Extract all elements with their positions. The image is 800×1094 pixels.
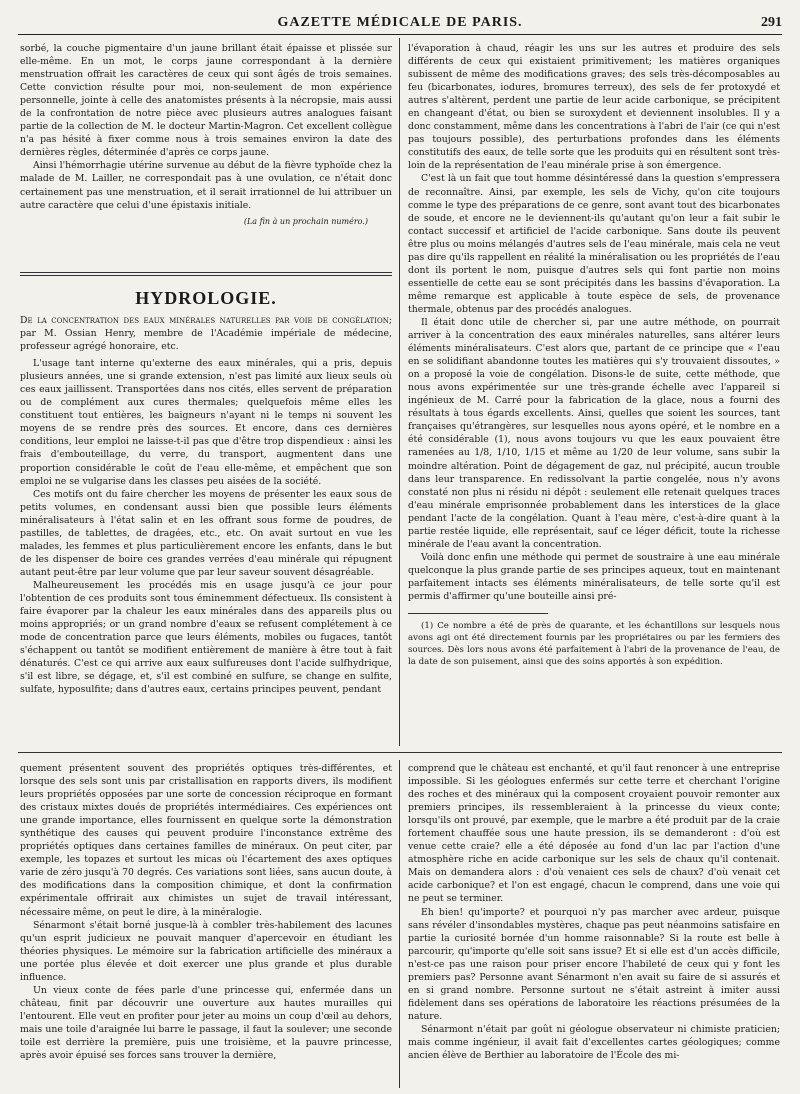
paragraph: Il était donc utile de chercher si, par une autre méthode, on pourrait arriver à la concentration des eaux minérales naturelles, sans altérer leurs éléments minéralisateurs. C'est alors que, partant de ce principe que « l'eau en se solidifiant abandonne toutes les matières qui s'y trouvaient dissoutes, » on a proposé la voie de congélation. Disons-le de suite, cette méthode, que nous avons expérimentée sur une très-grande échelle avec l'appareil si ingénieux de M. Carré pour la fabrication de la glace, nous a fourni des résultats à tous égards excellents. Ainsi, quelles que soient les sources, tant françaises qu'étrangères, sur lesquelles nous ayons opéré, et le nombre en a été considérable (1), nous avons toujours vu que les eaux pouvaient être ramenées au 1/8, 1/10, 1/15 et même au 1/20 de leur volume, sans subir la moindre altération. Point de dégagement de gaz, nul précipité, aucun trouble dans leur transparence. En redissolvant la partie congelée, nous n'y avons constaté non plus ni résidu ni dépôt : seulement elle retenait quelques traces d'eau minérale emprisonnée probablement dans les interstices de la glace pendant l'acte de la congélation. Quant à l'eau mère, c'est-à-dire quant à la partie restée liquide, elle représentait, sauf ce léger déficit, toute la richesse minérale de l'eau avant la concentration. xyxy=(408,316,780,550)
paragraph: C'est là un fait que tout homme désintéressé dans la question s'empressera de reconnaître. Ainsi, par exemple, les sels de Vichy, qu'on cite toujours comme le type des préparations de ce genre, sont avant tout des bicarbonates de soude, et encore ne le deviennent-ils qu'autant qu'on leur a fait subir le contact successif et artificiel de l'acide carbonique. Sans doute ils peuvent être plus ou moins mélangés d'autres sels de l'eau minérale, mais cela ne veut pas dire qu'ils rappellent en réalité la minéralisation ou les propriétés de l'eau dont ils portent le nom, puisque d'autres sels qui font partie non moins essentielle de cette eau se sont précipités dans les bassins d'évaporation. La même remarque est applicable à toute espèce de sels, de provenance thermale, obtenus par des procédés analogues. xyxy=(408,173,780,315)
section-title: HYDROLOGIE. xyxy=(135,288,277,308)
footnote-rule xyxy=(408,613,548,614)
article-byline: ; par M. Ossian Henry, membre de l'Académie impériale de médecine, professeur agrégé honoraire, etc. xyxy=(20,315,392,353)
paragraph: Eh bien! qu'importe? et pourquoi n'y pas marcher avec ardeur, puisque sans révéler d'insondables mystères, chaque pas peut néanmoins satisfaire en partie la curiosité bornée d'un homme raisonnable? Si la route est belle à parcourir, qu'importe qu'elle soit sans issue? Et si elle est d'un accès difficile, n'est-ce pas une raison pour priser encore l'habileté de ceux qui y font les premiers pas? Personne avant Sénarmont n'en avait su faire de si assurés et en si grand nombre. Personne surtout ne s'était astreint à imiter aussi fidèlement dans ses opérations de laboratoire les réactions présumées de la nature. xyxy=(408,906,780,1022)
article-heading xyxy=(20,314,392,353)
footnote: (1) Ce nombre a été de près de quarante, et les échantillons sur lesquels nous avons agi ont été directement fournis par les propriétaires ou par les fermiers des sources. Dès lors nous avons été parfaitement à l'abri de la provenance de l'eau, de la date de son puisement, ainsi que des soins apportés à son expédition. xyxy=(408,621,780,668)
page-number: 291 xyxy=(761,15,782,30)
bottom-left-column xyxy=(20,762,392,1088)
column-divider-bottom xyxy=(399,760,400,1088)
paragraph: Ces motifs ont du faire chercher les moyens de présenter les eaux sous de petits volumes, en condensant aussi bien que possible leurs éléments minéralisateurs à l'état salin et en les offrant sous forme de poudres, de pastilles, de tablettes, de dragées, etc., etc. On avait surtout en vue les malades, les femmes et plus particulièrement encore les enfants, dans le but de les dispenser de boire ces grandes verrées d'eau minérale qui répugnent autant peut-être par leur volume que par leur saveur souvent désagréable. xyxy=(20,488,392,578)
running-head xyxy=(18,10,782,35)
paragraph: Un vieux conte de fées parle d'une princesse qui, enfermée dans un château, finit par découvrir une ouverture aux hautes murailles qui l'entourent. Elle veut en profiter pour jeter au moins un coup d'œil au dehors, mais une toile d'araignée lui barre le passage, il faut la soulever; une seconde toile est derrière la première, puis une troisième, et la pauvre princesse, après avoir épuisé ses forces sans trouver la dernière, xyxy=(20,984,392,1062)
section-rule-2 xyxy=(20,275,392,276)
paragraph: quement présentent souvent des propriétés optiques très-différentes, et lorsque des sels sont unis par cristallisation en rapports divers, ils modifient leurs propriétés opposées par une sorte de concession réciproque en formant des cristaux mixtes doués de propriétés intermédiaires. Ces expériences ont une grande importance, elles fournissent en quelque sorte la démonstration synthétique des causes qui peuvent produire l'inconstance extrême des propriétés optiques dans certaines familles de minéraux. On peut citer, par exemple, les topazes et surtout les micas où l'écartement des axes optiques varie de zéro jusqu'à 70 degrés. Ces variations sont liées, sans aucun doute, à des modifications dans la composition chimique, et dont la confirmation expérimentale offrirait aux chimistes un sujet de travail intéressant, nécessaire même, on peut le dire, à la minéralogie. xyxy=(20,763,392,918)
journal-title: GAZETTE MÉDICALE DE PARIS. xyxy=(277,15,523,30)
paragraph: L'usage tant interne qu'externe des eaux minérales, qui a pris, depuis plusieurs années, une si grande extension, n'est pas limité aux lieux seuls où ces eaux jaillissent. Transportées dans nos cités, elles servent de préparation ou de complément aux cures thermales; quelquefois même elles les constituent tout entières, les baigneurs n'ayant ni le temps ni souvent les moyens de se rendre près des sources. Et encore, dans ces dernières conditions, leur emploi ne laisse-t-il pas que d'être trop dispendieux : ainsi les frais d'embouteillage, du verre, du transport, augmentent dans une proportion considérable le coût de l'eau elle-même, et empêchent que son emploi ne se vulgarise dans les classes peu aisées de la société. xyxy=(20,358,392,487)
paragraph: Sénarmont s'était borné jusque-là à combler très-habilement des lacunes qu'un esprit judicieux ne pouvait manquer d'apercevoir en étudiant les théories physiques. Le mémoire sur la fabrication artificielle des minéraux a une portée plus élevée et doit exercer une plus grande et plus durable influence. xyxy=(20,919,392,983)
paragraph: Sénarmont n'était par goût ni géologue observateur ni chimiste praticien; mais comme ingénieur, il avait fait d'excellentes cartes géologiques; comme ancien élève de Berthier au laboratoire de l'École des mi- xyxy=(408,1023,780,1062)
bottom-right-column xyxy=(408,762,780,1088)
paragraph: Ainsi l'hémorrhagie utérine survenue au début de la fièvre typhoïde chez la malade de M. Lailler, ne correspondait pas à une ovulation, ce n'était donc certainement pas une menstruation, et il serait irrationnel de lui attribuer un autre caractère que celui d'une épistaxis initiale. xyxy=(20,160,392,211)
paragraph: comprend que le château est enchanté, et qu'il faut renoncer à une entreprise impossible. Si les géologues enfermés sur cette terre et cherchant l'origine des roches et des minéraux qui la composent croyaient pouvoir remonter aux premiers principes, ils ressembleraient à la princesse du vieux conte; lorsqu'ils ont prouvé, par exemple, que le marbre a été produit par de la craie fortement chauffée sous une haute pression, ils se demanderont : d'où est venue cette craie? elle a été déposée au fond d'un lac par l'action d'une atmosphère riche en acide carbonique sur les sels de chaux qu'il contenait. Mais on demandera alors : d'où venaient ces sels de chaux? d'où venait cet acide carbonique? et l'on est engagé, chacun le comprend, dans une voie qui ne peut se terminer. xyxy=(408,763,780,905)
column-divider-top xyxy=(399,38,400,746)
band-rule xyxy=(18,752,782,753)
to-be-continued-note: (La fin à un prochain numéro.) xyxy=(243,216,368,226)
paragraph: Malheureusement les procédés mis en usage jusqu'à ce jour pour l'obtention de ces produits sont tous éminemment défectueux. Ils consistent à faire évaporer par la chaleur les eaux minérales dans des appareils plus ou moins appropriés; or un grand nombre d'eaux se refusent complétement à ce mode de concentration parce que leurs éléments, mobiles ou fugaces, tantôt s'échappent ou tantôt se modifient entièrement de manière à être tout à fait dénaturés. C'est ce qui arrive aux eaux sulfureuses dont l'acide sulfhydrique, s'il est libre, se dégage, et, s'il est combiné en sulfure, se change en sulfite, sulfate, hyposulfite; dans d'autres eaux, certains principes peuvent, pendant xyxy=(20,579,392,696)
top-left-column xyxy=(20,42,392,268)
section-rule xyxy=(20,272,392,273)
paragraph: l'évaporation à chaud, réagir les uns sur les autres et produire des sels différents de ceux qui existaient primitivement; les matières organiques subissent de même des modifications graves; des sels très-décomposables au feu (bicarbonates, iodures, bromures terreux), des sels de fer protoxydé et autres s'altèrent, perdent une partie de leur acide carbonique, se précipitent en changeant d'état, ou bien se suroxydent et deviennent insolubles. Il y a donc constamment, même dans les concentrations à l'abri de l'air (ce qui n'est pas toujours possible), des perturbations profondes dans les éléments constitutifs des eaux, de telle sorte que les produits qui en résultent sont très-loin de la représentation de l'eau minérale prise à son émergence. xyxy=(408,43,780,172)
hydrologie-article xyxy=(20,314,392,746)
article-title: De la concentration des eaux minérales naturelles par voie de congélation xyxy=(20,315,389,326)
paragraph: sorbé, la couche pigmentaire d'un jaune brillant était épaisse et plissée sur elle-même. En un mot, le corps jaune correspondant à la dernière menstruation offrait les caractères de ceux qui sont âgés de trois semaines. Cette conviction résulte pour moi, non-seulement de mon expérience personnelle, jointe à celle des anatomistes présents à la nécropsie, mais aussi de la confrontation de notre pièce avec plusieurs autres analogues faisant partie de la collection de M. le docteur Martin-Magron. Cet excellent collègue n'a pas hésité à fixer comme nous à trois semaines environ la date des dernières règles, déterminée d'après ce corps jaune. xyxy=(20,43,392,159)
paragraph: Voilà donc enfin une méthode qui permet de soustraire à une eau minérale quelconque la plus grande partie de ses principes aqueux, tout en maintenant parfaitement intacts ses éléments minéralisateurs, de telle sorte qu'il est permis d'affirmer qu'une bouteille ainsi pré- xyxy=(408,551,780,602)
top-right-column xyxy=(408,42,780,748)
